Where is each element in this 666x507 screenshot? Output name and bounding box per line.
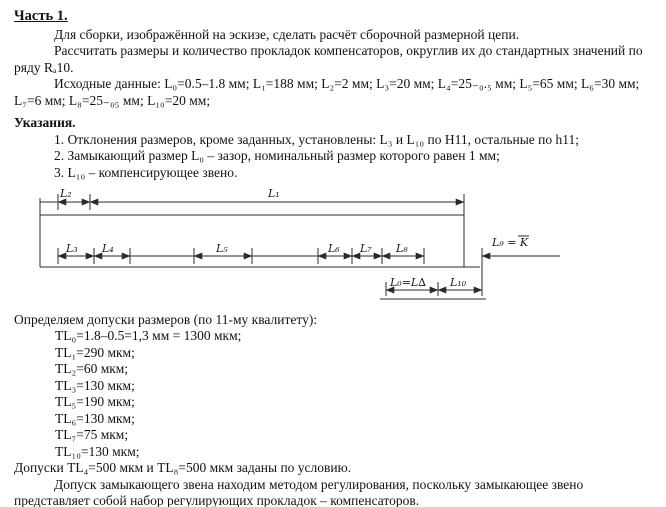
- dimension-l1: [90, 187, 464, 202]
- dimension-l10: [438, 276, 482, 290]
- note-item-2: 2. Замыкающий размер L₀ – зазор, номинальный размер которого равен 1 мм;: [54, 148, 500, 163]
- closing-paragraph: Допуск замыкающего звена находим методом регулирования, поскольку замыкающее звено представляет собой набор регулирующих прокладок – компенсаторов.: [14, 476, 584, 507]
- page-title: Часть 1.: [14, 8, 68, 24]
- dim-label-l4: L₄: [102, 242, 114, 255]
- tolerance-line-tl3: TL₃=130 мкм;: [55, 377, 135, 393]
- paragraph-initial-data: Исходные данные: L₀=0.5–1.8 мм; L₁=188 мм; L₂=2 мм; L₃=20 мм; L₄=25₋₀.₅ мм; L₅=65 мм; L₆=30 мм; L₇=6 мм; L₈=25₋₀₅ мм; L₁₀=20 мм;: [14, 76, 640, 108]
- paragraph-intro: Для сборки, изображённой на эскизе, сделать расчёт сборочной размерной цепи.: [54, 26, 520, 42]
- dim-label-l5: L₅: [216, 242, 228, 255]
- dimension-l8: [382, 242, 424, 264]
- dim-label-l3: L₃: [66, 242, 78, 255]
- tolerance-line-tl1: TL₁=290 мкм;: [55, 344, 135, 360]
- dimension-l7: [352, 242, 382, 264]
- dimension-l5: [194, 242, 318, 264]
- dimension-chain-diagram: [34, 186, 652, 309]
- tolerance-line-tl5: TL₅=190 мкм;: [55, 394, 135, 409]
- tolerance-line-tl7: TL₇=75 мкм;: [55, 427, 129, 442]
- dimension-l9: [482, 236, 560, 296]
- dim-label-l7: L₇: [360, 242, 372, 255]
- dim-label-l2: L₂: [60, 187, 72, 200]
- note-item-3: 3. L₁₀ – компенсирующее звено.: [54, 164, 238, 180]
- dim-label-l10: L₁₀: [450, 276, 467, 289]
- dimension-l3: [58, 242, 94, 264]
- dim-label-l1: L₁: [268, 187, 280, 200]
- dimension-chain-sketch: [34, 186, 594, 304]
- dim-label-l9: L₉ = K: [492, 236, 529, 249]
- tolerance-line-tl0: TL₀=1.8–0.5=1,3 мм = 1300 мкм;: [55, 328, 242, 343]
- tolerance-line-tl6: TL₆=130 мкм;: [55, 410, 135, 426]
- tolerances-intro: Определяем допуски размеров (по 11-му квалитету):: [14, 311, 318, 327]
- tolerance-line-tl2: TL₂=60 мкм;: [55, 361, 129, 376]
- paragraph-task: Рассчитать размеры и количество прокладок компенсаторов, округлив их до стандартных значений по ряду Rₐ10.: [14, 43, 643, 75]
- notes-title: Указания.: [14, 115, 76, 130]
- note-item-1: 1. Отклонения размеров, кроме заданных, установлены: L₃ и L₁₀ по H11, остальные по h11;: [54, 131, 579, 147]
- given-tolerances: Допуски TL₄=500 мкм и TL₈=500 мкм заданы по условию.: [14, 460, 352, 475]
- dimension-l0: [380, 276, 486, 299]
- dim-label-l8: L₈: [396, 242, 408, 255]
- dim-label-l6: L₆: [328, 242, 340, 255]
- dim-label-l0: L₀=L∆: [390, 276, 426, 289]
- tolerance-line-tl10: TL₁₀=130 мкм;: [55, 443, 140, 459]
- dimension-l4: [94, 242, 194, 264]
- dimension-l6: [318, 242, 352, 264]
- dimension-l2: [58, 187, 90, 202]
